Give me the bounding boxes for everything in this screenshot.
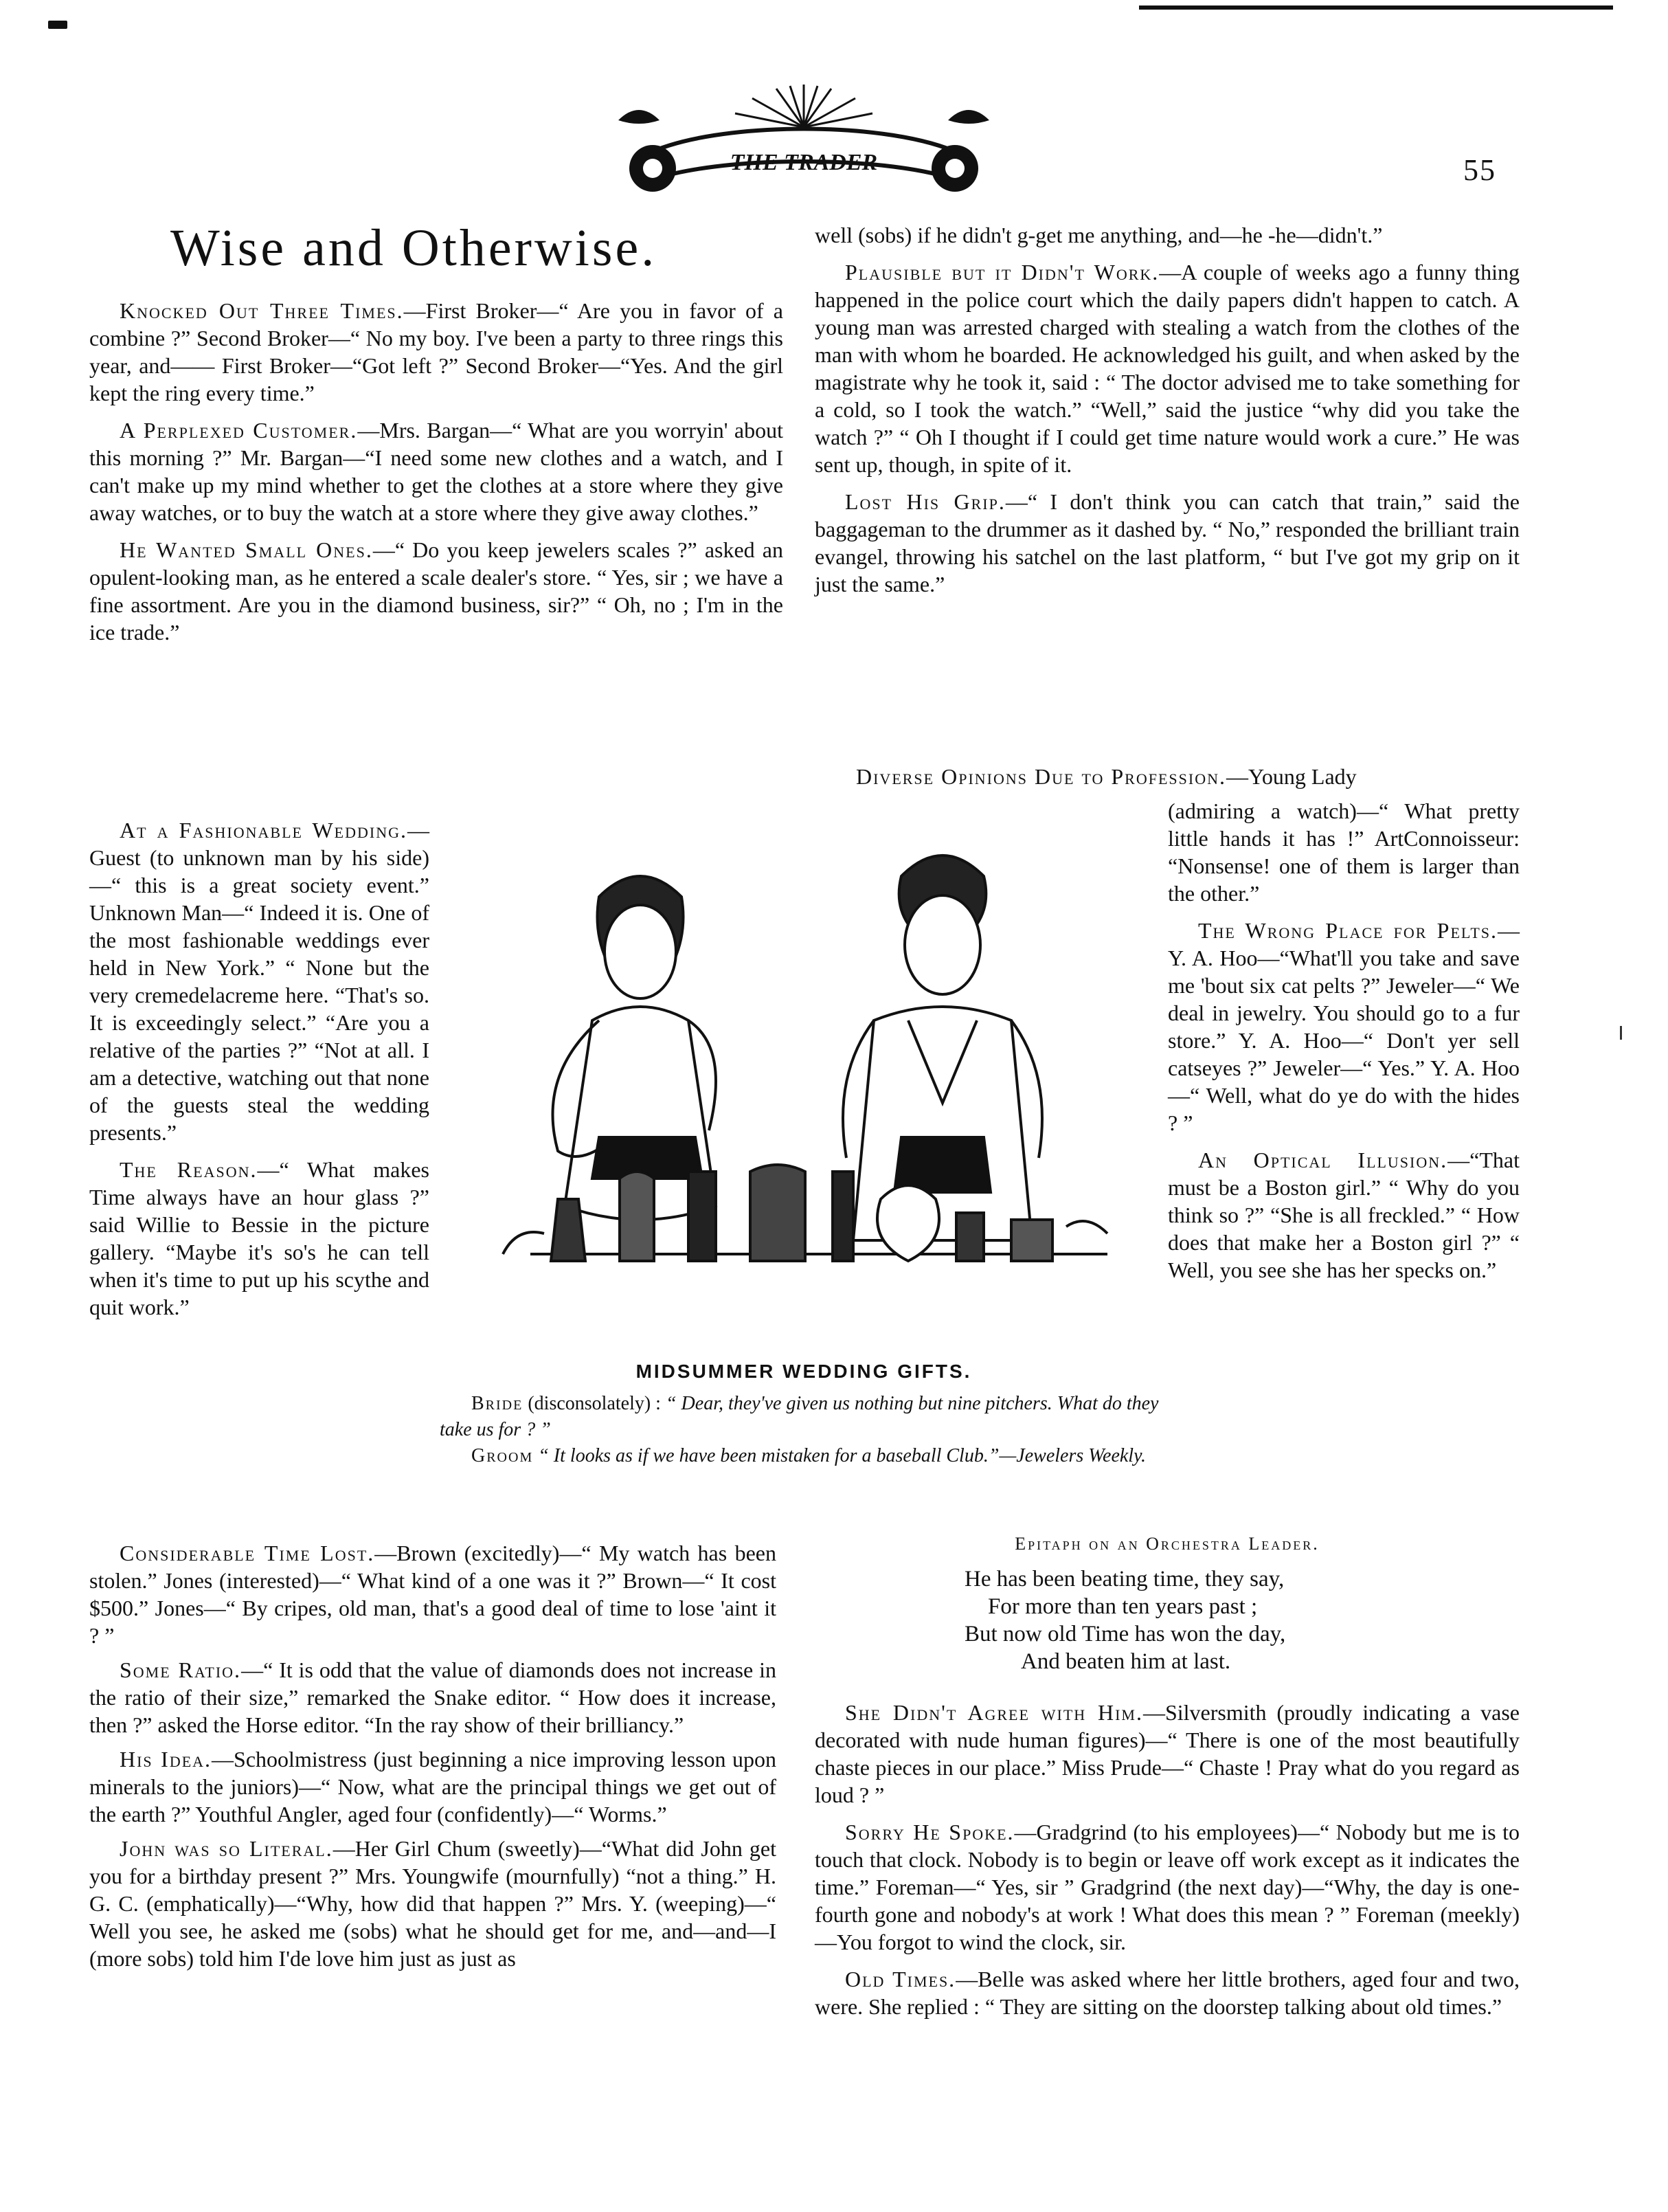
- margin-mark: [1620, 1026, 1622, 1040]
- article-paragraph: John was so Literal.—Her Girl Chum (sweetly)—“What did John get you for a birthday present ?” Mrs. Youngwife (mournfully) “not a thing.” H. G. C. (emphatically)—“Why, how did that happen ?” Mrs. Y. (weeping)—“ Well you see, he asked me (sobs) what he should get for me, and—and—I (more sobs) told him I'de love him just as just as: [89, 1836, 776, 1971]
- epitaph-title: Epitaph on an Orchestra Leader.: [1015, 1534, 1320, 1554]
- article-paragraph: Lost His Grip.—“ I don't think you can catch that train,” said the baggageman to the drummer as it dashed by. “ No,” responded the brilliant train evangel, throwing his satchel on the last platform, “ but I've got my grip on it just the same.”: [815, 489, 1520, 596]
- article-paragraph: (admiring a watch)—“ What pretty little hands it has !” ArtConnoisseur: “Nonsense! one of them is larger than the other.”: [1168, 798, 1520, 906]
- article-paragraph: The Wrong Place for Pelts.—Y. A. Hoo—“What'll you take and save me 'bout six cat pelts ?” Jeweler—“ We deal in jewelry. You should go to a fur store.” Y. A. Hoo—“ Don't yer sell catseyes ?” Jeweler—“ Yes.” Y. A. Hoo—“ Well, what do ye do with the hides ? ”: [1168, 918, 1520, 1135]
- page-number: 55: [1463, 153, 1496, 187]
- bride-caption: Bride (disconsolately) : “ Dear, they've given us nothing but nine pitchers. What do they take us for ? ”: [440, 1393, 1159, 1440]
- masthead-logo: [605, 79, 1003, 210]
- article-paragraph: Considerable Time Lost.—Brown (excitedly)—“ My watch has been stolen.” Jones (interested)—“ What kind of a one was it ?” Brown—“ It cost $500.” Jones—“ By cripes, old man, that's a good deal of time to lose 'aint it ? ”: [89, 1541, 776, 1648]
- poem-line: He has been beating time, they say,: [965, 1567, 1285, 1591]
- article-paragraph: Some Ratio.—“ It is odd that the value of diamonds does not increase in the ratio of their size,” remarked the Snake editor. “ How does it increase, then ?” asked the Horse editor. “In the ray show of their brilliancy.”: [89, 1657, 776, 1737]
- article-paragraph: Old Times.—Belle was asked where her little brothers, aged four and two, were. She replied : “ They are sitting on the doorstep talking about old times.”: [815, 1967, 1520, 2019]
- poem-line: But now old Time has won the day,: [965, 1622, 1286, 1646]
- left-column-narrow: [89, 816, 429, 1330]
- article-paragraph: Diverse Opinions Due to Profession.—Young Lady: [856, 764, 1357, 789]
- epitaph-poem: [815, 1565, 1520, 1675]
- poem-line: For more than ten years past ;: [988, 1594, 1258, 1619]
- illustration-caption: [440, 1391, 1168, 1469]
- svg-text:THE TRADER: THE TRADER: [730, 150, 878, 175]
- article-paragraph: A Perplexed Customer.—Mrs. Bargan—“ What are you worryin' about this morning ?” Mr. Bargan—“I need some new clothes and a watch, and I can't make up my mind whether to get the clothes at a store where they give away watches, or to buy the watch at a store where they give away clothes.”: [89, 418, 784, 525]
- article-paragraph: His Idea.—Schoolmistress (just beginning a nice improving lesson upon minerals to the juniors)—“ Now, what are the principal things we get out of the earth ?” Youthful Angler, aged four (confidently)—“ Worms.”: [89, 1747, 777, 1826]
- article-paragraph: He Wanted Small Ones.—“ Do you keep jewelers scales ?” asked an opulent-looking man, as he entered a scale dealer's store. “ Yes, sir ; we have a fine assortment. Are you in the diamond business, sir?” “ Oh, no ; I'm in the ice trade.”: [89, 537, 783, 645]
- article-paragraph: The Reason.—“ What makes Time always have an hour glass ?” said Willie to Bessie in the picture gallery. “Maybe it's so's he can tell when it's time to put up his scythe and quit work.”: [89, 1157, 429, 1319]
- diverse-opinions-heading: [815, 763, 1520, 800]
- article-paragraph: Sorry He Spoke.—Gradgrind (to his employees)—“ Nobody but me is to touch that clock. Nobody is to begin or leave off work except as it indicates the time.” Foreman—“ Yes, sir ” Gradgrind (the next day)—“Why, the day is one-fourth gone and nobody's at work ! What does this mean ? ” Foreman (meekly)—You forgot to wind the clock, sir.: [815, 1820, 1520, 1954]
- illustration-title: MIDSUMMER WEDDING GIFTS.: [635, 1361, 972, 1382]
- left-column-bottom: [89, 1539, 776, 1979]
- wedding-gifts-illustration: [462, 814, 1149, 1357]
- article-paragraph: Plausible but it Didn't Work.—A couple of weeks ago a funny thing happened in the police court which the daily papers didn't happen to catch. A young man was arrested charged with stealing a watch from the clothes of the man with whom he boarded. He acknowledged his guilt, and when asked by the magistrate why he took it, said : “ The doctor advised me to take something for a cold, so I took the watch.” “Well,” said the justice “why did you take the watch ?” “ Oh I thought if I could get time nature would work a cure.” He was sent up, though, in spite of it.: [815, 260, 1520, 477]
- right-column-top: [815, 221, 1520, 607]
- article-paragraph: Knocked Out Three Times.—First Broker—“ Are you in favor of a combine ?” Second Broker—“ No my boy. I've been a party to three rings this year, and—— First Broker—“Got left ?” Second Broker—“Yes. And the girl kept the ring every time.”: [89, 298, 783, 405]
- page-title: Wise and Otherwise.: [170, 219, 657, 277]
- corner-mark: [48, 21, 67, 29]
- right-column-bottom: [815, 1699, 1520, 2030]
- left-column-top: [89, 297, 783, 656]
- article-paragraph: well (sobs) if he didn't g-get me anything, and—he -he—didn't.”: [815, 223, 1383, 247]
- article-paragraph: She Didn't Agree with Him.—Silversmith (proudly indicating a vase decorated with nude human figures)—“ There is one of the most beautifully chaste pieces in our place.” Miss Prude—“ Chaste ! Pray what do you regard as loud ? ”: [815, 1700, 1520, 1807]
- right-column-narrow: [1168, 797, 1520, 1293]
- article-paragraph: At a Fashionable Wedding.—Guest (to unknown man by his side)—“ this is a great society event.” Unknown Man—“ Indeed it is. One of the most fashionable weddings ever held in New York.” “ None but the very cremedelacreme here. “That's so. It is exceedingly select.” “Are you a relative of the parties ?” “Not at all. I am a detective, watching out that none of the guests steal the wedding presents.”: [89, 818, 429, 1145]
- top-rule: [1139, 5, 1613, 10]
- article-paragraph: An Optical Illusion.—“That must be a Boston girl.” “ Why do you think so ?” “She is all freckled.” “ How does that make her a Boston girl ?” “ Well, you see she has her specks on.”: [1168, 1148, 1520, 1282]
- poem-line: And beaten him at last.: [1021, 1649, 1231, 1674]
- groom-caption: Groom “ It looks as if we have been mistaken for a baseball Club.”—Jewelers Weekly.: [471, 1445, 1146, 1466]
